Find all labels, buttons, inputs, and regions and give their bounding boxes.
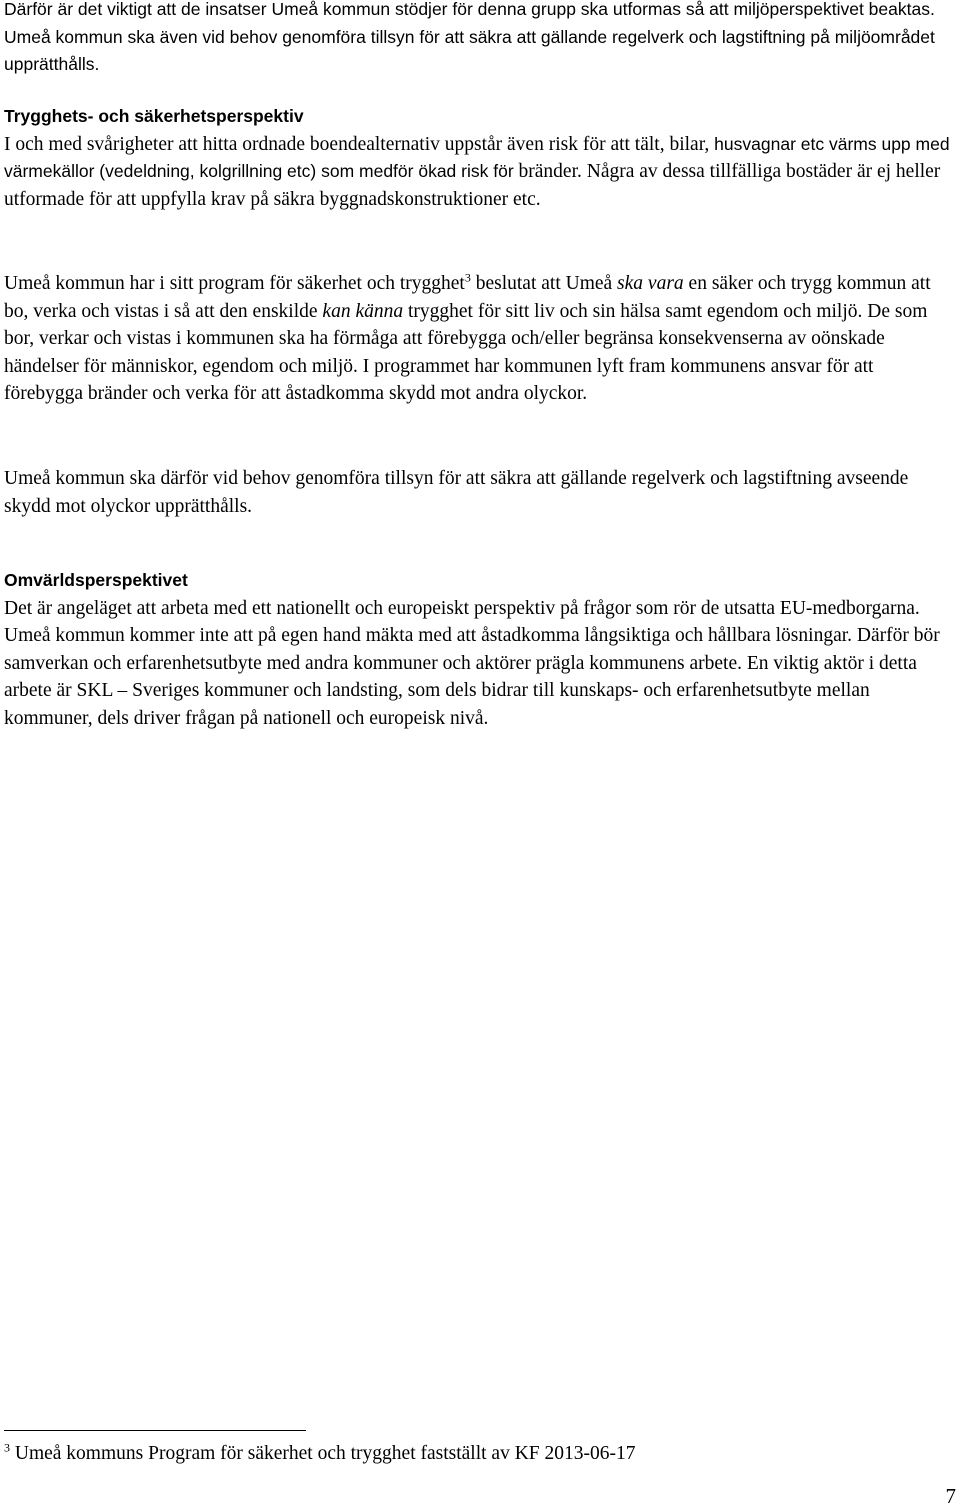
footnote-number: 3 [4, 1440, 10, 1455]
safety-p1-line-2: husvagnar etc värms upp med värmekällor (vedeldning, kolgrillning etc) som medför ökad risk för [4, 133, 950, 182]
safety-paragraph-2 [4, 270, 956, 408]
footnote-reference: 3 [464, 270, 471, 285]
safety-paragraph-3: Umeå kommun ska därför vid behov genomföra tillsyn för att säkra att gällande regelverk och lagstiftning avseende skydd mot olyckor upprätthålls. [4, 468, 909, 517]
world-section [4, 567, 956, 733]
safety-p2-emphasis-2: kan känna [322, 300, 404, 322]
footnote [4, 1440, 956, 1468]
intro-sentence-2: Umeå kommun ska även vid behov genomföra tillsyn för att säkra att gällande regelverk och lagstiftning på miljöområdet upprätthålls. [4, 26, 935, 75]
safety-heading: Trygghets- och säkerhetsperspektiv [4, 106, 304, 126]
safety-paragraph-1 [4, 131, 956, 214]
safety-p2-end: trygghet för sitt liv och sin hälsa samt egendom och miljö. De som bor, verkar och vistas i kommunen ska ha förmåga att förebygga och/eller begränsa konsekvenserna av oönskade händelser för människor, egendom och miljö. I programmet har kommunen lyft fram kommunens ansvar för att förebygga bränder och verka för att åstadkomma skydd mot andra olyckor. [4, 300, 928, 405]
safety-p2-after-ref: beslutat att Umeå [470, 273, 618, 294]
safety-section [4, 103, 956, 213]
footnote-text: Umeå kommuns Program för säkerhet och trygghet fastställt av KF 2013-06-17 [10, 1443, 636, 1464]
safety-p2-emphasis-1: ska vara [617, 273, 684, 294]
safety-p2-middle: en säker och trygg kommun att bo, verka och vistas i så att den enskilde [4, 273, 931, 322]
safety-p1-line-1: I och med svårigheter att hitta ordnade boendealternativ uppstår även risk för att tält, bilar, [4, 133, 710, 155]
safety-p1-line-3: bränder. Några av dessa tillfälliga bostäder är ej heller utformade för att uppfylla krav på säkra byggnadskonstruktioner etc. [4, 161, 941, 210]
world-paragraph: Det är angeläget att arbeta med ett nationellt och europeiskt perspektiv på frågor som rör de utsatta EU-medborgarna. Umeå kommun kommer inte att på egen hand mäkta med att åstadkomma långsiktiga och hållbara lösningar. Därför bör samverkan och erfarenhetsutbyte med andra kommuner och aktörer prägla kommunens arbete. En viktig aktör i detta arbete är SKL – Sveriges kommuner och landsting, som dels bidrar till kunskaps- och erfarenhetsutbyte mellan kommuner, dels driver frågan på nationell och europeisk nivå. [4, 597, 940, 729]
intro-sentence-1: Därför är det viktigt att de insatser Umeå kommun stödjer för denna grupp ska utformas så att miljöperspektivet beaktas. [4, 0, 935, 19]
intro-paragraph [4, 0, 956, 79]
page-number: 7 [945, 1484, 956, 1508]
world-heading: Omvärldsperspektivet [4, 570, 188, 590]
safety-p2-start: Umeå kommun har i sitt program för säkerhet och trygghet [4, 273, 465, 294]
footnote-separator [4, 1430, 306, 1431]
